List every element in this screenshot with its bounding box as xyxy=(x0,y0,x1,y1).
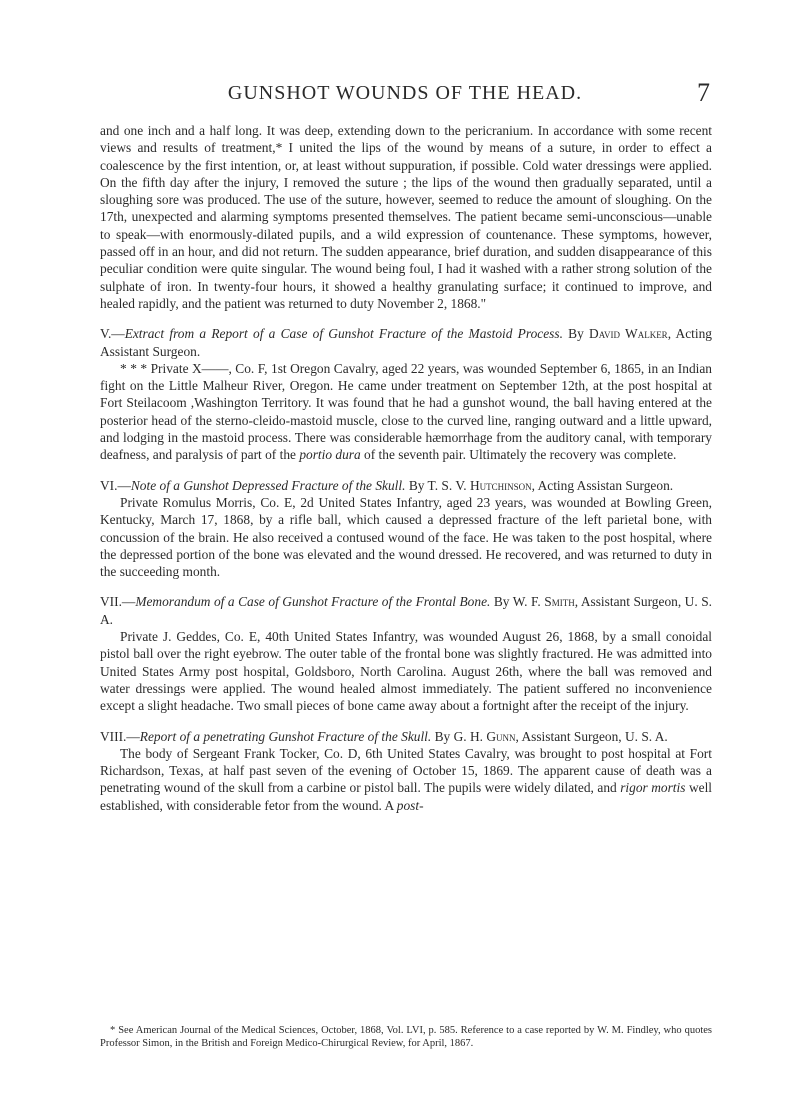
section-body-vi: Private Romulus Morris, Co. E, 2d United States Infantry, aged 23 years, was wounded at Bowling Green, Kentucky, March 17, 1868, by a rifle ball, which caused a depressed fracture of the left parietal bone, with concussion of the brain. He also received a contused wound of the face. He was taken to the post hospital, where the depressed portion of the bone was elevated and the wound dressed. He recovered, and was returned to duty in the succeeding month. xyxy=(100,494,712,580)
section-author: Smith xyxy=(544,594,575,610)
section-author: Hutchinson xyxy=(469,477,532,493)
section-role: , Acting Assistant Surgeon. xyxy=(100,326,713,359)
section-by: By T. S. V. xyxy=(405,477,470,493)
section-heading-vii xyxy=(100,593,712,628)
section-numeral: VIII.— xyxy=(100,728,140,744)
section-numeral: VII.— xyxy=(100,594,136,610)
section-heading-v xyxy=(100,325,712,360)
section-numeral: V.— xyxy=(100,326,125,342)
section-title: Note of a Gunshot Depressed Fracture of the Skull. xyxy=(130,477,406,493)
section-title: Report of a penetrating Gunshot Fracture of the Skull. xyxy=(139,728,432,744)
footnote-text: * See American Journal of the Medical Sciences, October, 1868, Vol. LVI, p. 585. Reference to a case reported by W. M. Findley, who quotes Professor Simon, in the British and Foreign Medico-Chirurgical Review, for April, 1867. xyxy=(100,1025,712,1049)
section-by: By W. F. xyxy=(490,594,545,610)
section-by: By xyxy=(562,326,590,342)
section-body-v: * * * Private X——, Co. F, 1st Oregon Cavalry, aged 22 years, was wounded September 6, 1865, in an Indian fight on the Little Malheur River, Oregon. He came under treatment on September 12th, at the post hospital at Fort Steilacoom ,Washington Territory. It was found that he had a gunshot wound, the ball having entered at the posterior head of the sterno-cleido-mastoid muscle, close to the curved line, ranging outward and a little upward, and lodging in the mastoid process. There was considerable hæmorrhage from the auditory canal, with temporary deafness, and paralysis of part of the portio dura of the seventh pair. Ultimately the recovery was complete. xyxy=(100,360,712,463)
section-author: David Walker xyxy=(589,326,668,342)
section-title: Extract from a Report of a Case of Gunshot Fracture of the Mastoid Process. xyxy=(124,326,563,342)
page-header xyxy=(100,78,710,108)
section-title: Memorandum of a Case of Gunshot Fracture of the Frontal Bone. xyxy=(135,594,491,610)
section-heading-vi xyxy=(100,477,712,494)
section-role: , Acting Assistan Surgeon. xyxy=(531,477,674,493)
footnote xyxy=(100,1024,712,1050)
page-number: 7 xyxy=(697,78,710,107)
section-body-viii: The body of Sergeant Frank Tocker, Co. D, 6th United States Cavalry, was brought to post hospital at Fort Richardson, Texas, at half past seven of the evening of October 15, 1869. The apparent cause of death was a penetrating wound of the skull from a carbine or pistol ball. The pupils were widely dilated, and rigor mortis well established, with considerable fetor from the wound. A post- xyxy=(100,745,713,813)
section-author: Gunn xyxy=(486,728,516,744)
section-numeral: VI.— xyxy=(100,477,131,493)
running-head: GUNSHOT WOUNDS OF THE HEAD. xyxy=(227,82,583,104)
continuation-paragraph: and one inch and a half long. It was deep, extending down to the pericranium. In accordance with some recent views and results of treatment,* I united the lips of the wound by means of a suture, in order to effect a coalescence by the first intention, or, at least without suppuration, if possible. Cold water dressings were applied. On the fifth day after the injury, I removed the suture ; the lips of the wound then gradually separated, until a sloughing sore was produced. The use of the suture, however, seemed to reduce the amount of sloughing. On the 17th, unexpected and alarming symptoms presented themselves. The patient became semi-unconscious—unable to speak—with enormously-dilated pupils, and a wild expression of countenance. These symptoms, however, passed off in an hour, and did not return. The sudden appearance, brief duration, and sudden disappearance of this peculiar condition were quite singular. The wound being foul, I had it washed with a rather strong solution of the sulphate of iron. In twenty-four hours, it showed a healthy granulating surface; it continued to improve, and healed rapidly, and the patient was returned to duty November 2, 1868." xyxy=(100,123,712,311)
section-heading-viii xyxy=(100,728,712,745)
section-body-vii: Private J. Geddes, Co. E, 40th United States Infantry, was wounded August 26, 1868, by a small conoidal pistol ball over the right eyebrow. The outer table of the frontal bone was slightly fractured. He was admitted into United States Army post hospital, Goldsboro, North Carolina. August 26th, where the ball was removed and water dressings were applied. The wound healed almost immediately. The patient suffered no inconvenience except a slight headache. Two small pieces of bone came away about a fortnight after the receipt of the injury. xyxy=(100,629,712,714)
section-role: , Assistant Surgeon, U. S. A. xyxy=(515,728,668,744)
section-role: , Assistant Surgeon, U. S. A. xyxy=(100,594,713,627)
section-by: By G. H. xyxy=(431,728,487,744)
body-text xyxy=(100,122,712,814)
